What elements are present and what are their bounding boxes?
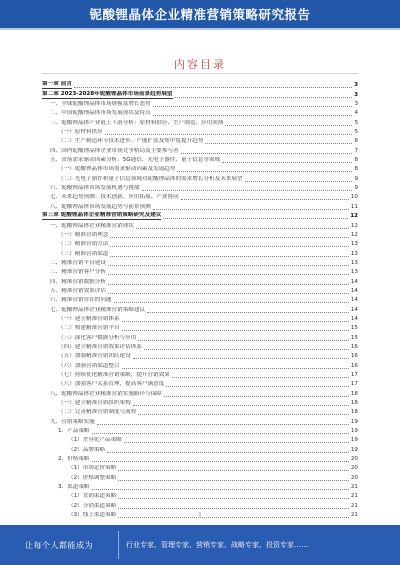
- toc-leader-dots: [108, 273, 349, 275]
- toc-entry[interactable]: [42, 286, 358, 295]
- toc-leader-dots: [138, 339, 349, 341]
- toc-entry[interactable]: [42, 267, 358, 276]
- toc-page-number: 11: [350, 203, 358, 210]
- toc-entry[interactable]: [42, 295, 358, 304]
- toc-leader-dots: [92, 432, 349, 434]
- toc-leader-dots: [122, 320, 349, 322]
- toc-entry-text: 第三章 铌酸锂晶体企业精准营销策略研究及建议: [42, 212, 162, 219]
- toc-leader-dots: [136, 227, 349, 229]
- toc-entry[interactable]: [42, 155, 358, 164]
- toc-leader-dots: [225, 124, 352, 126]
- toc-entry[interactable]: [42, 388, 358, 397]
- toc-leader-dots: [92, 488, 349, 490]
- toc-entry-text: 五、市场需求驱动因素分析：5G通信、光电子器件、量子信息等领域: [50, 157, 221, 164]
- toc-leader-dots: [144, 348, 349, 350]
- toc-entry-text: 三、铌酸锂晶体产业链上下游分析：原材料供应、生产制造、应用领域: [50, 119, 224, 126]
- toc-leader-dots: [110, 236, 349, 238]
- toc-leader-dots: [153, 105, 353, 107]
- toc-leader-dots: [153, 114, 353, 116]
- toc-leader-dots: [142, 189, 353, 191]
- toc-entry-text: （1）市场定价策略: [68, 465, 117, 472]
- toc-entry-text: （三）精准营销渠道: [58, 250, 109, 257]
- toc-entry-text: （1）差异化产品策略: [68, 437, 122, 444]
- toc-leader-dots: [108, 264, 349, 266]
- toc-entry-text: （2）价格调整策略: [68, 474, 117, 481]
- toc-leader-dots: [92, 460, 349, 462]
- toc-page-number: 19: [350, 418, 358, 425]
- toc-entry[interactable]: [42, 444, 358, 453]
- toc-entry[interactable]: [42, 127, 358, 136]
- toc-page-number: 3: [354, 101, 358, 108]
- toc-page-number: 5: [354, 119, 358, 126]
- toc-entry[interactable]: [42, 407, 358, 416]
- toc-page-number: 3: [354, 82, 358, 89]
- toc-entry-text: 四、精准营销数据分析: [50, 278, 106, 285]
- toc-entry-text: （2）品牌策略: [68, 446, 106, 453]
- toc-leader-dots: [138, 413, 349, 415]
- toc-entry[interactable]: [42, 192, 358, 201]
- toc-leader-dots: [122, 329, 349, 331]
- toc-leader-dots: [110, 255, 349, 257]
- toc-entry-text: 一、铌酸锂晶体企业精准营销现状: [50, 222, 134, 229]
- toc-entry-text: （一）建立精准营销组织架构: [58, 400, 131, 407]
- toc-page-number: 4: [354, 110, 358, 117]
- toc-page-number: 19: [350, 437, 358, 444]
- toc-leader-dots: [166, 385, 349, 387]
- toc-page-number: 15: [350, 334, 358, 341]
- toc-leader-dots: [108, 283, 349, 285]
- toc-page-number: 12: [350, 231, 358, 238]
- toc-entry[interactable]: [42, 230, 358, 239]
- toc-leader-dots: [122, 367, 349, 369]
- toc-chapter[interactable]: [42, 211, 358, 220]
- toc-entry-text: （3）线上渠道策略: [68, 512, 117, 519]
- toc-entry-text: 3、渠道策略: [58, 484, 90, 491]
- toc-page-number: 13: [350, 259, 358, 266]
- header-divider: [0, 28, 400, 30]
- toc-leader-dots: [245, 180, 353, 182]
- toc-entry-text: 2、价格策略: [58, 456, 90, 463]
- toc-leader-dots: [181, 198, 349, 200]
- toc-entry[interactable]: [42, 183, 358, 192]
- page-number: 1: [198, 512, 202, 518]
- toc-page-number: 18: [350, 400, 358, 407]
- toc-entry[interactable]: [42, 276, 358, 285]
- toc-page-number: 12: [350, 213, 358, 220]
- toc-heading: 内容目录: [174, 58, 226, 71]
- footer-divider: [118, 531, 119, 559]
- toc-entry-text: （二）精准营销方法: [58, 241, 109, 248]
- toc-page-number: 19: [350, 428, 358, 435]
- toc-entry[interactable]: [42, 323, 358, 332]
- toc-leader-dots: [124, 441, 349, 443]
- toc-entry[interactable]: [42, 108, 358, 117]
- toc-entry[interactable]: [42, 351, 358, 360]
- toc-page-number: 5: [354, 129, 358, 136]
- toc-leader-dots: [118, 479, 349, 481]
- toc-entry-text: 九、营销策略实施: [50, 418, 95, 425]
- toc-leader-dots: [172, 376, 349, 378]
- toc-entry-text: （二）生产制造环节技术进步、产能扩张及集中度提升趋势: [58, 138, 204, 145]
- toc-entry-text: 六、铌酸锂晶体市场发展机遇与挑战: [50, 185, 140, 192]
- toc-leader-dots: [105, 133, 353, 135]
- toc-entry-text: 四、国内铌酸锂晶体企业市场竞争格局及主要参与者: [50, 147, 179, 154]
- toc-entry-text: 1、产品策略: [58, 428, 90, 435]
- toc-entry-text: （一）铌酸锂晶体市场需求驱动因素及发展趋势: [58, 166, 176, 173]
- toc-page-number: 16: [350, 362, 358, 369]
- toc-entry[interactable]: [42, 379, 358, 388]
- toc-page-number: 14: [350, 278, 358, 285]
- toc-entry[interactable]: [42, 117, 358, 126]
- toc-entry-text: （二）完善精准营销制度与流程: [58, 409, 137, 416]
- toc-page-number: 9: [354, 185, 358, 192]
- toc-entry-text: 五、精准营销效果评估: [50, 287, 106, 294]
- toc-leader-dots: [110, 245, 349, 247]
- toc-page-number: 20: [350, 474, 358, 481]
- toc-entry-text: （二）光电子器件和量子信息领域对铌酸锂晶体的需求增长分析及未来展望: [58, 175, 243, 182]
- toc-page-number: 3: [354, 91, 358, 98]
- toc-entry[interactable]: [42, 201, 358, 210]
- toc-page-number: 12: [350, 222, 358, 229]
- toc-entry-text: （四）建立精准营销效果评估体系: [58, 343, 142, 350]
- toc-page-number: 21: [350, 493, 358, 500]
- toc-page-number: 21: [350, 512, 358, 519]
- toc-entry[interactable]: [42, 472, 358, 481]
- toc-page-number: 17: [350, 372, 358, 378]
- footer-tagline: 行业专家、管理专家、营销专家、战略专家、投资专家……: [126, 541, 308, 549]
- toc-page-number: 8: [354, 157, 358, 164]
- toc-page-number: 14: [350, 315, 358, 322]
- toc-leader-dots: [205, 142, 352, 144]
- toc-leader-dots: [222, 161, 352, 163]
- toc-entry[interactable]: [42, 500, 358, 509]
- toc-entry[interactable]: [42, 435, 358, 444]
- toc-entry[interactable]: [42, 314, 358, 323]
- toc-entry-text: （2）分销渠道策略: [68, 502, 117, 509]
- toc-page-number: 9: [354, 175, 358, 182]
- toc-entry-text: 八、铌酸锂晶体企业精准营销实施路径与保障: [50, 390, 162, 397]
- toc-page-number: 13: [350, 241, 358, 248]
- toc-page-number: 16: [350, 343, 358, 350]
- toc-leader-dots: [114, 301, 349, 303]
- toc-entry-text: 第一章 前言: [42, 81, 72, 88]
- toc-page-number: 19: [350, 446, 358, 453]
- toc-page-number: 14: [350, 297, 358, 304]
- toc-page-number: 13: [350, 269, 358, 276]
- toc-entry[interactable]: [42, 164, 358, 173]
- toc-entry-text: （一）原材料供应: [58, 129, 103, 136]
- toc-page-number: 18: [350, 390, 358, 397]
- toc-entry[interactable]: [42, 360, 358, 369]
- toc-leader-dots: [74, 86, 352, 88]
- toc-entry-text: 二、中国铌酸锂晶体市场发展现状及特点: [50, 110, 151, 117]
- toc-chapter[interactable]: [42, 89, 358, 98]
- toc-chapter[interactable]: [42, 80, 358, 89]
- toc-heading-divider: [42, 73, 358, 74]
- toc-leader-dots: [118, 497, 349, 499]
- toc-leader-dots: [181, 152, 353, 154]
- toc-entry-text: 一、全球铌酸锂晶体市场规模及增长态势: [50, 101, 151, 108]
- toc-entry-text: 七、未来趋势预测：技术创新、应用拓展、产业协同: [50, 194, 179, 201]
- toc-entry[interactable]: [42, 398, 358, 407]
- toc-entry-text: 八、铌酸锂晶体市场发展趋势与前景预测: [50, 203, 151, 210]
- toc-entry-text: （七）持续优化精准营销策略，提升营销效果: [58, 372, 170, 378]
- toc-entry-text: （八）加强客户关系管理，提高客户满意度: [58, 381, 165, 388]
- toc-entry-text: 七、铌酸锂晶体企业精准营销策略建议: [50, 306, 146, 313]
- toc-leader-dots: [175, 96, 353, 98]
- toc-entry[interactable]: [42, 136, 358, 145]
- table-of-contents: [42, 80, 358, 519]
- toc-entry-text: （五）加强精准营销团队建设: [58, 353, 131, 360]
- toc-entry[interactable]: [42, 248, 358, 257]
- toc-entry-text: （三）深化客户数据分析与应用: [58, 334, 137, 341]
- toc-leader-dots: [118, 469, 349, 471]
- toc-entry-text: （一）建立精准营销体系: [58, 315, 120, 322]
- toc-page-number: 17: [350, 381, 358, 388]
- toc-entry-text: 三、精准营销客户分析: [50, 269, 106, 276]
- toc-entry[interactable]: [42, 426, 358, 435]
- toc-leader-dots: [163, 217, 348, 219]
- toc-page-number: 15: [350, 325, 358, 332]
- toc-entry-text: （一）精准营销理念: [58, 231, 109, 238]
- toc-entry[interactable]: [42, 491, 358, 500]
- toc-page-number: 18: [350, 409, 358, 416]
- toc-leader-dots: [133, 357, 349, 359]
- report-title: 铌酸锂晶体企业精准营销策略研究报告: [89, 7, 311, 22]
- toc-page-number: 21: [350, 502, 358, 509]
- toc-leader-dots: [118, 507, 349, 509]
- toc-leader-dots: [108, 292, 349, 294]
- toc-entry[interactable]: [42, 239, 358, 248]
- toc-entry[interactable]: [42, 258, 358, 267]
- toc-page-number: 21: [350, 484, 358, 491]
- toc-entry[interactable]: [42, 454, 358, 463]
- toc-entry[interactable]: [42, 220, 358, 229]
- toc-entry[interactable]: [42, 370, 358, 379]
- toc-entry[interactable]: [42, 145, 358, 154]
- toc-leader-dots: [107, 451, 349, 453]
- toc-page-number: 8: [354, 166, 358, 173]
- toc-leader-dots: [153, 208, 349, 210]
- toc-leader-dots: [164, 395, 349, 397]
- footer-slogan: 让每个人都能成为: [25, 540, 93, 550]
- toc-entry[interactable]: [42, 304, 358, 313]
- toc-leader-dots: [133, 404, 349, 406]
- toc-entry-text: 第二章 2023-2028年铌酸锂晶体市场前景趋势展望: [42, 90, 173, 97]
- toc-leader-dots: [97, 423, 349, 425]
- toc-entry[interactable]: [42, 463, 358, 472]
- toc-entry[interactable]: [42, 342, 358, 351]
- toc-leader-dots: [147, 311, 349, 313]
- document-header: [0, 0, 400, 28]
- toc-page-number: 20: [350, 465, 358, 472]
- toc-entry[interactable]: [42, 99, 358, 108]
- toc-entry-text: （六）加强营销渠道整合: [58, 362, 120, 369]
- toc-entry[interactable]: [42, 332, 358, 341]
- toc-page-number: 16: [350, 353, 358, 360]
- toc-page-number: 14: [350, 306, 358, 313]
- footer-banner: [0, 525, 400, 565]
- toc-entry[interactable]: [42, 416, 358, 425]
- toc-entry-text: （二）构建精准营销平台: [58, 325, 120, 332]
- toc-page-number: 6: [354, 138, 358, 145]
- toc-entry-text: （1）直销渠道策略: [68, 493, 117, 500]
- toc-page-number: 20: [350, 456, 358, 463]
- toc-leader-dots: [177, 170, 352, 172]
- toc-page-number: 14: [350, 287, 358, 294]
- toc-entry-text: 二、精准营销平台建设: [50, 259, 106, 266]
- toc-page-number: 13: [350, 250, 358, 257]
- toc-page-number: 7: [354, 147, 358, 154]
- toc-page-number: 10: [350, 194, 358, 201]
- toc-entry[interactable]: [42, 173, 358, 182]
- toc-entry[interactable]: [42, 482, 358, 491]
- toc-entry-text: 六、精准营销存在的问题: [50, 297, 112, 304]
